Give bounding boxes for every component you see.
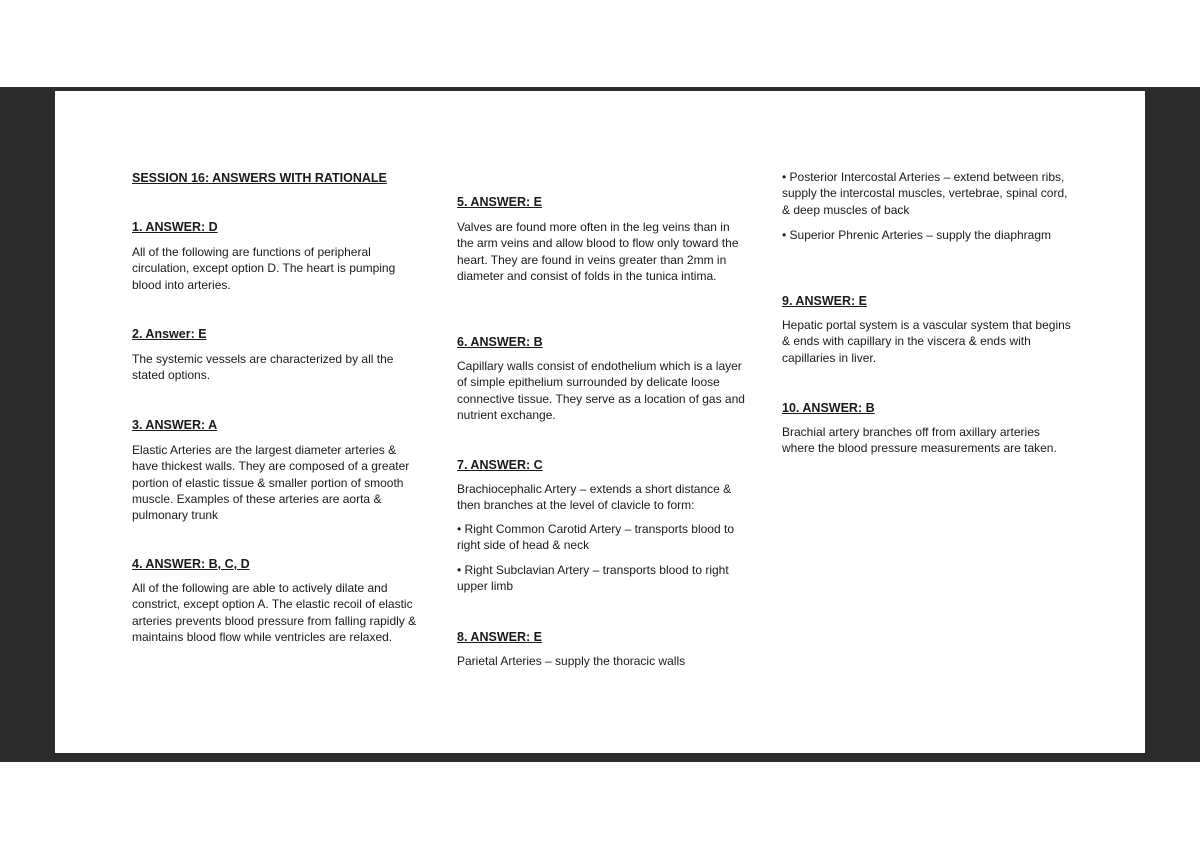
answer-2-text: The systemic vessels are characterized by all the stated options. [132, 352, 394, 383]
answer-8-bullet-2: • Superior Phrenic Arteries – supply the diaphragm [782, 228, 1052, 242]
answer-1-heading: 1. ANSWER: D [132, 220, 218, 234]
answer-6-heading: 6. ANSWER: B [457, 335, 543, 349]
answer-1-text: All of the following are functions of peripheral circulation, except option D. The heart is pumping blood into arteries. [132, 245, 396, 292]
answer-5-heading: 5. ANSWER: E [457, 195, 542, 209]
answer-7-bullet-2: • Right Subclavian Artery – transports blood to right upper limb [457, 563, 729, 594]
answer-8-heading: 8. ANSWER: E [457, 630, 542, 644]
session-title: SESSION 16: ANSWERS WITH RATIONALE [132, 171, 387, 185]
answer-8-text: Parietal Arteries – supply the thoracic walls [457, 654, 686, 668]
answer-10-heading: 10. ANSWER: B [782, 401, 875, 415]
answer-10-text: Brachial artery branches off from axillary arteries where the blood pressure measurements are taken. [782, 425, 1057, 456]
answer-9-text: Hepatic portal system is a vascular system that begins & ends with capillary in the viscera & ends with capillaries in liver. [782, 318, 1071, 365]
answer-3-heading: 3. ANSWER: A [132, 418, 218, 432]
answer-4-heading: 4. ANSWER: B, C, D [132, 557, 250, 571]
answer-7-bullet-1: • Right Common Carotid Artery – transports blood to right side of head & neck [457, 522, 734, 553]
answer-3-text: Elastic Arteries are the largest diameter arteries & have thickest walls. They are composed of a greater portion of elastic tissue & smaller portion of smooth muscle. Examples of these arteries are aorta & pulmonary trunk [132, 443, 410, 523]
answer-5-text: Valves are found more often in the leg veins than in the arm veins and allow blood to flow only toward the heart. They are found in veins greater than 2mm in diameter and consist of folds in the tunica intima. [457, 220, 739, 283]
answer-6-text: Capillary walls consist of endothelium which is a layer of simple epithelium surrounded by delicate loose connective tissue. They serve as a location of gas and nutrient exchange. [457, 359, 745, 422]
slide-page [55, 91, 1145, 753]
answer-7-text: Brachiocephalic Artery – extends a short distance & then branches at the level of clavicle to form: [457, 482, 732, 513]
answer-2-heading: 2. Answer: E [132, 327, 207, 341]
answer-9-heading: 9. ANSWER: E [782, 294, 867, 308]
answer-4-text: All of the following are able to actively dilate and constrict, except option A. The elastic recoil of elastic arteries prevents blood pressure from falling rapidly & maintains blood flow while ventricles are relaxed. [132, 581, 417, 644]
answer-8-bullet-1: • Posterior Intercostal Arteries – extend between ribs, supply the intercostal muscles, vertebrae, spinal cord, & deep muscles of back [782, 170, 1068, 217]
answer-7-heading: 7. ANSWER: C [457, 458, 543, 472]
